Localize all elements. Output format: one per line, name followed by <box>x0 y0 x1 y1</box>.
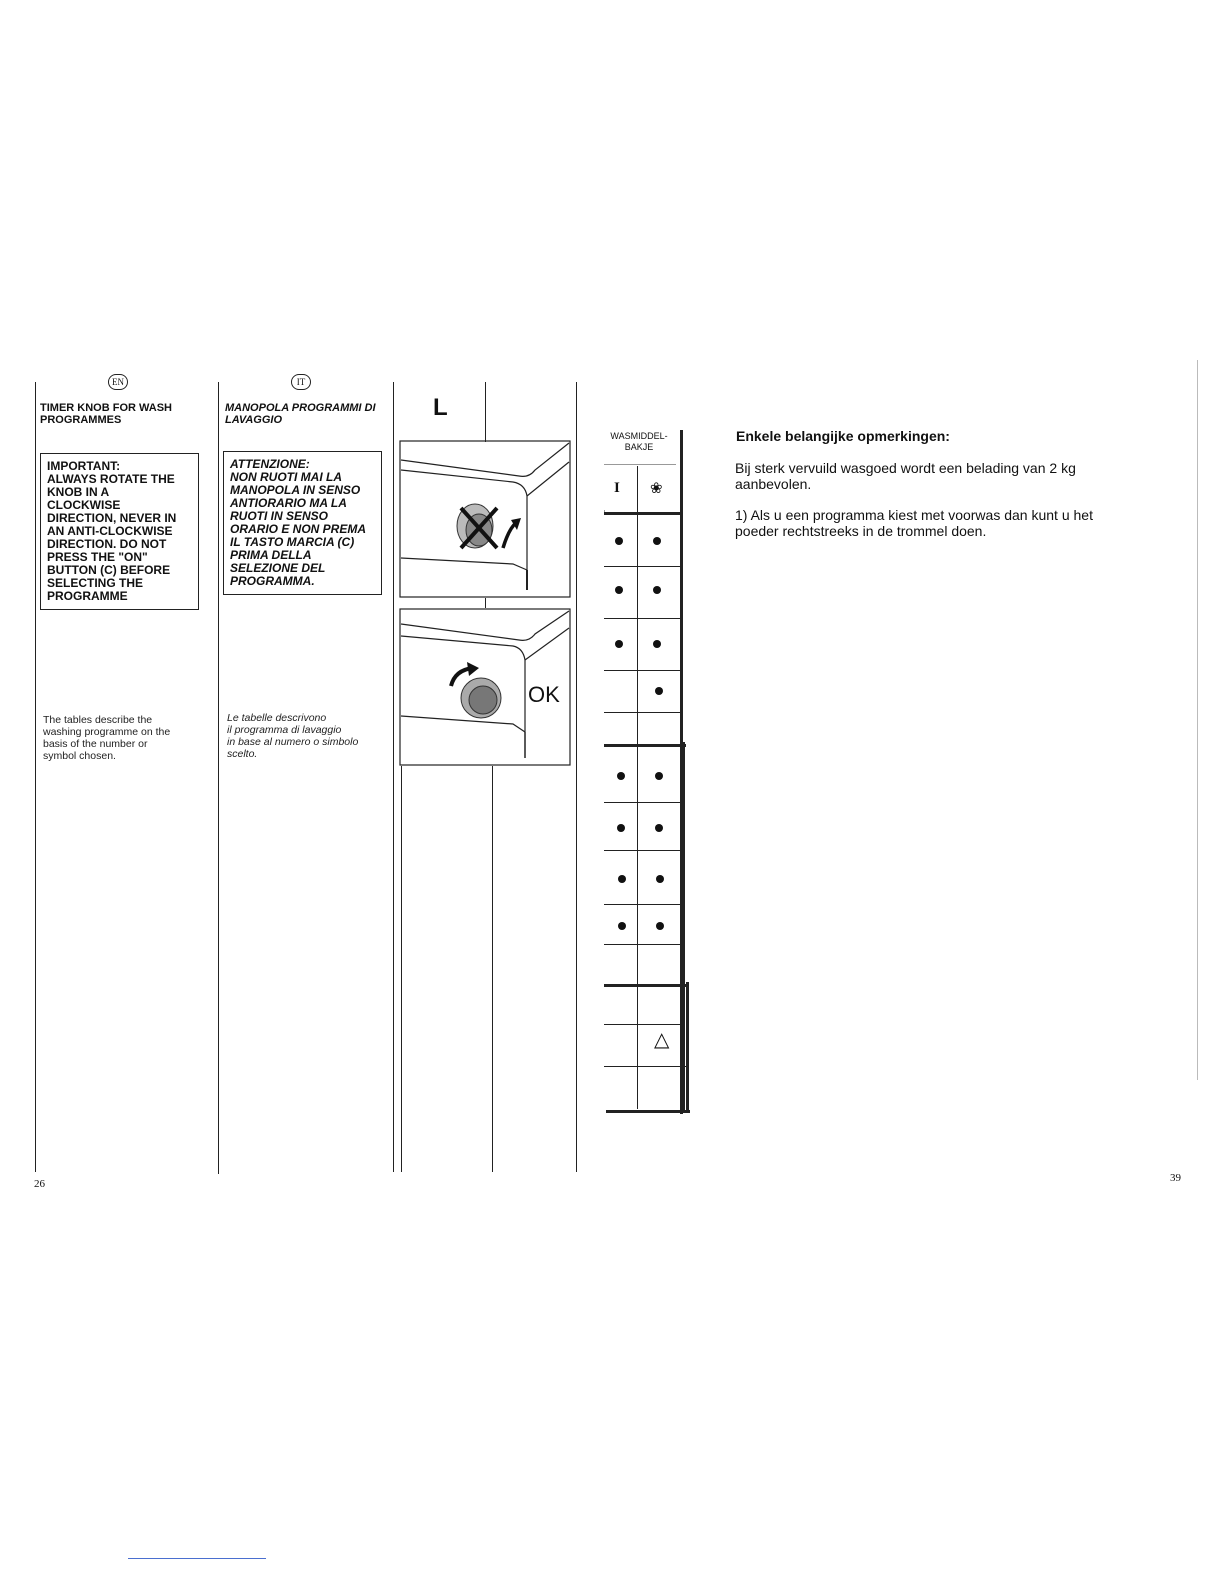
table-dot <box>655 772 663 780</box>
lang-badge-en: EN <box>108 374 128 390</box>
en-heading <box>40 402 215 426</box>
en-heading-line: PROGRAMMES <box>40 414 122 426</box>
table-dot <box>653 586 661 594</box>
notes-line: aanbevolen. <box>735 476 812 492</box>
it-warning-line: ORARIO E NON PREMA <box>230 522 367 536</box>
figure-connector <box>485 598 486 608</box>
lang-badge-it: IT <box>291 374 311 390</box>
page-edge-line <box>1197 360 1198 1080</box>
scan-artifact-line <box>128 1558 266 1559</box>
it-description-line: scelto. <box>227 748 258 760</box>
en-warning-line: DIRECTION. DO NOT <box>47 537 167 551</box>
notes-line: poeder rechtstreeks in de trommel doen. <box>735 523 987 539</box>
table-dot <box>618 922 626 930</box>
en-warning-line: PRESS THE "ON" <box>47 550 148 564</box>
en-warning-line: KNOB IN A <box>47 485 110 499</box>
triangle-icon: △ <box>654 1029 670 1051</box>
en-description-line: basis of the number or <box>43 738 148 750</box>
it-warning-line: PROGRAMMA. <box>230 574 315 588</box>
table-dot <box>653 537 661 545</box>
notes-line: Bij sterk vervuild wasgoed wordt een belading van 2 kg <box>735 460 1076 476</box>
table-dot <box>653 640 661 648</box>
en-description <box>43 714 215 762</box>
column-divider <box>218 382 219 1174</box>
it-warning-line: PRIMA DELLA <box>230 548 312 562</box>
column-divider <box>35 382 36 1172</box>
en-warning-line: CLOCKWISE <box>47 498 121 512</box>
it-description <box>227 712 389 760</box>
en-warning-line: ALWAYS ROTATE THE <box>47 472 175 486</box>
en-description-line: symbol chosen. <box>43 750 116 762</box>
it-heading-line: LAVAGGIO <box>225 414 283 426</box>
it-heading-line: MANOPOLA PROGRAMMI DI <box>225 402 376 414</box>
it-warning-line: RUOTI IN SENSO <box>230 509 329 523</box>
table-dot <box>655 824 663 832</box>
en-description-line: washing programme on the <box>43 726 171 738</box>
notes-line: 1) Als u een programma kiest met voorwas dan kunt u het <box>735 507 1093 523</box>
en-warning-line: BUTTON (C) BEFORE <box>47 563 171 577</box>
figure-label: L <box>433 394 448 421</box>
it-warning-line: MANOPOLA IN SENSO <box>230 483 361 497</box>
figure-divider <box>401 766 402 1172</box>
en-warning-line: AN ANTI-CLOCKWISE <box>47 524 173 538</box>
en-description-line: The tables describe the <box>43 714 153 726</box>
prewash-compartment-symbol: I <box>614 480 620 496</box>
table-dot <box>615 640 623 648</box>
page-number-right: 39 <box>1170 1172 1181 1184</box>
en-warning-line: PROGRAMME <box>47 589 128 603</box>
table-dot <box>615 586 623 594</box>
it-warning-line: ATTENZIONE: <box>230 457 310 471</box>
table-dot <box>656 875 664 883</box>
notes-title: Enkele belangijke opmerkingen: <box>736 428 950 444</box>
ok-label: OK <box>528 682 560 707</box>
it-warning-line: SELEZIONE DEL <box>230 561 326 575</box>
notes-paragraph <box>735 460 1155 492</box>
table-header-line: WASMIDDEL- <box>610 431 668 441</box>
it-description-line: Le tabelle descrivono <box>227 712 327 724</box>
column-divider <box>485 382 486 442</box>
table-dot <box>615 537 623 545</box>
page-number-left: 26 <box>34 1178 45 1190</box>
softener-flower-icon: ❀ <box>650 480 663 497</box>
table-dot <box>617 772 625 780</box>
it-warning-line: IL TASTO MARCIA (C) <box>230 535 355 549</box>
table-dot <box>617 824 625 832</box>
it-heading <box>225 402 390 426</box>
en-heading-line: TIMER KNOB FOR WASH <box>40 402 172 414</box>
table-header-line: BAKJE <box>624 442 654 452</box>
it-warning-box <box>223 451 382 595</box>
column-divider <box>393 382 394 1172</box>
table-dot <box>618 875 626 883</box>
it-warning-line: NON RUOTI MAI LA <box>230 470 342 484</box>
it-description-line: in base al numero o simbolo <box>227 736 359 748</box>
table-dot <box>655 687 663 695</box>
it-description-line: il programma di lavaggio <box>227 724 342 736</box>
figure-divider <box>492 766 493 1172</box>
column-divider <box>576 382 577 1172</box>
table-dot <box>656 922 664 930</box>
en-warning-line: DIRECTION, NEVER IN <box>47 511 177 525</box>
en-warning-line: IMPORTANT: <box>47 459 121 473</box>
knob-figure-wrong <box>399 440 571 598</box>
detergent-table <box>600 430 695 1120</box>
en-warning-box <box>40 453 199 610</box>
notes-paragraph <box>735 507 1155 539</box>
en-warning-line: SELECTING THE <box>47 576 144 590</box>
it-warning-line: ANTIORARIO MA LA <box>230 496 347 510</box>
